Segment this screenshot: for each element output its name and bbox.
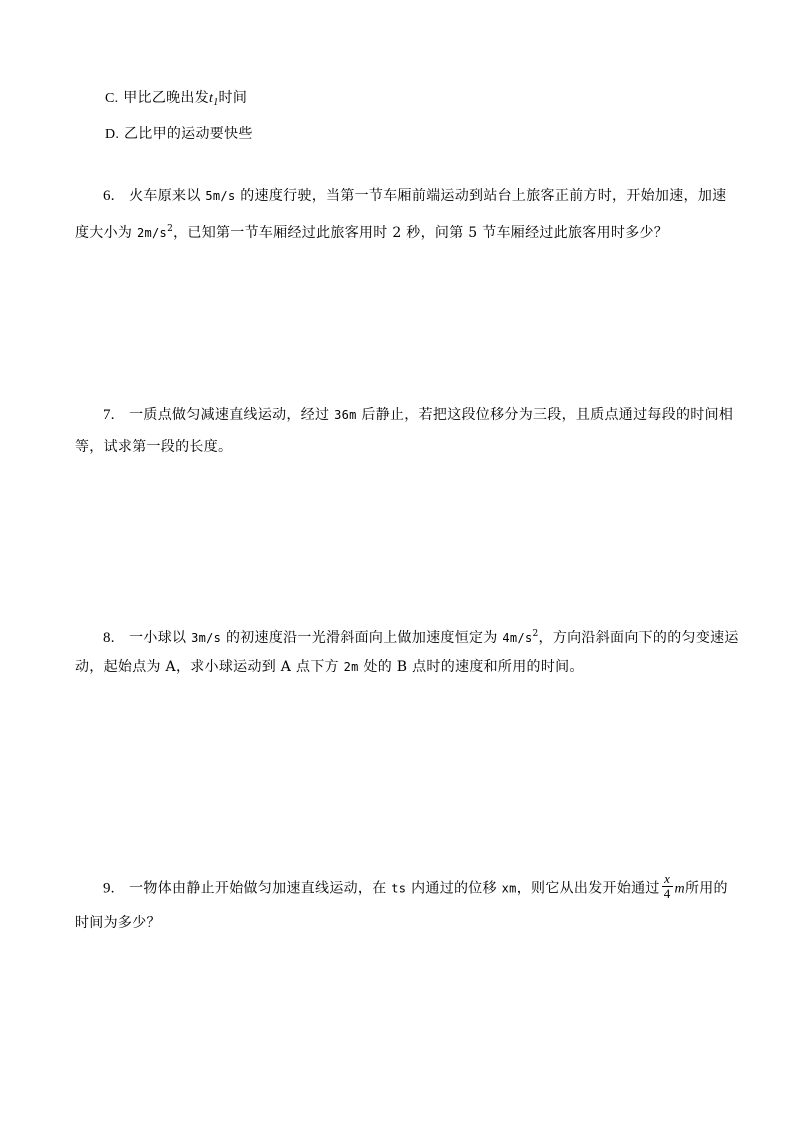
q7-distance: 36m <box>334 408 357 422</box>
q9-displacement: xm <box>501 881 517 896</box>
question-6-number: 6. <box>103 188 115 204</box>
q9-time: ts <box>391 881 407 896</box>
question-8-number: 8. <box>103 630 115 646</box>
q8-text-e: ，方向沿斜面向下的的匀变速运 <box>538 630 739 646</box>
q9-fraction-denominator: 4 <box>663 886 671 901</box>
q8-speed: 3m/s <box>191 631 222 645</box>
q6-text-a: 火车原来以 <box>129 188 206 204</box>
q7-text-c: 后静止，若把这段位移分为三段，且质点通过每段的时间相 <box>356 407 734 423</box>
option-d <box>105 125 253 144</box>
q9-fraction <box>662 872 673 901</box>
q9-text-c: 内通过的位移 <box>406 880 502 897</box>
q9-text-l2: 时间为多少？ <box>75 915 161 931</box>
question-8-line-2 <box>75 658 584 676</box>
q6-text-c: 的速度行驶，当第一节车厢前端运动到站台上旅客正前方时，开始加速，加速 <box>235 188 727 204</box>
q6-text-l2a: 度大小为 <box>75 225 137 241</box>
q9-text-a: 一物体由静止开始做匀加速直线运动，在 <box>129 880 392 897</box>
option-c <box>105 89 247 112</box>
option-c-letter: C. <box>105 91 119 106</box>
q9-text-f: 所用的 <box>684 880 728 897</box>
q8-text-a: 一小球以 <box>129 630 192 646</box>
question-7-line-2 <box>75 438 232 456</box>
question-6-line-1 <box>103 187 726 205</box>
question-7-number: 7. <box>103 407 115 423</box>
q7-text-a: 一质点做匀减速直线运动，经过 <box>129 407 335 423</box>
question-9-line-1 <box>103 871 728 903</box>
option-c-text-after: 时间 <box>218 90 248 106</box>
q8-text-c: 的初速度沿一光滑斜面向上做加速度恒定为 <box>221 630 503 646</box>
option-c-var: t <box>209 91 214 106</box>
q7-text-l2: 等，试求第一段的长度。 <box>75 439 233 455</box>
q8-distance: 2m <box>343 660 359 674</box>
q8-text-l2c: 处的 B 点时的速度和所用的时间。 <box>358 659 584 675</box>
q6-accel: 2m/s <box>136 226 168 240</box>
q9-text-e: ，则它从出发开始通过 <box>516 880 660 897</box>
option-c-text-before: 甲比乙晚出发 <box>123 90 210 106</box>
q9-fraction-unit: m <box>674 881 685 897</box>
question-7-line-1 <box>103 406 733 424</box>
q6-speed: 5m/s <box>205 189 236 203</box>
option-d-text: 乙比甲的运动要快些 <box>123 126 253 142</box>
question-8-line-1 <box>103 625 739 647</box>
q6-text-l2c: ，已知第一节车厢经过此旅客用时 2 秒，问第 5 节车厢经过此旅客用时多少？ <box>173 225 669 241</box>
question-9-line-2 <box>75 914 161 932</box>
q8-accel-sup: 2 <box>532 629 539 639</box>
question-6-line-2 <box>75 220 668 242</box>
q9-fraction-numerator: x <box>664 871 671 886</box>
option-c-sub: 1 <box>213 97 219 108</box>
q8-accel: 4m/s <box>502 631 533 645</box>
q8-text-l2a: 动，起始点为 A，求小球运动到 A 点下方 <box>75 659 344 675</box>
q6-accel-sup: 2 <box>167 224 174 234</box>
question-9-number: 9. <box>103 880 115 897</box>
option-d-letter: D. <box>105 127 120 142</box>
